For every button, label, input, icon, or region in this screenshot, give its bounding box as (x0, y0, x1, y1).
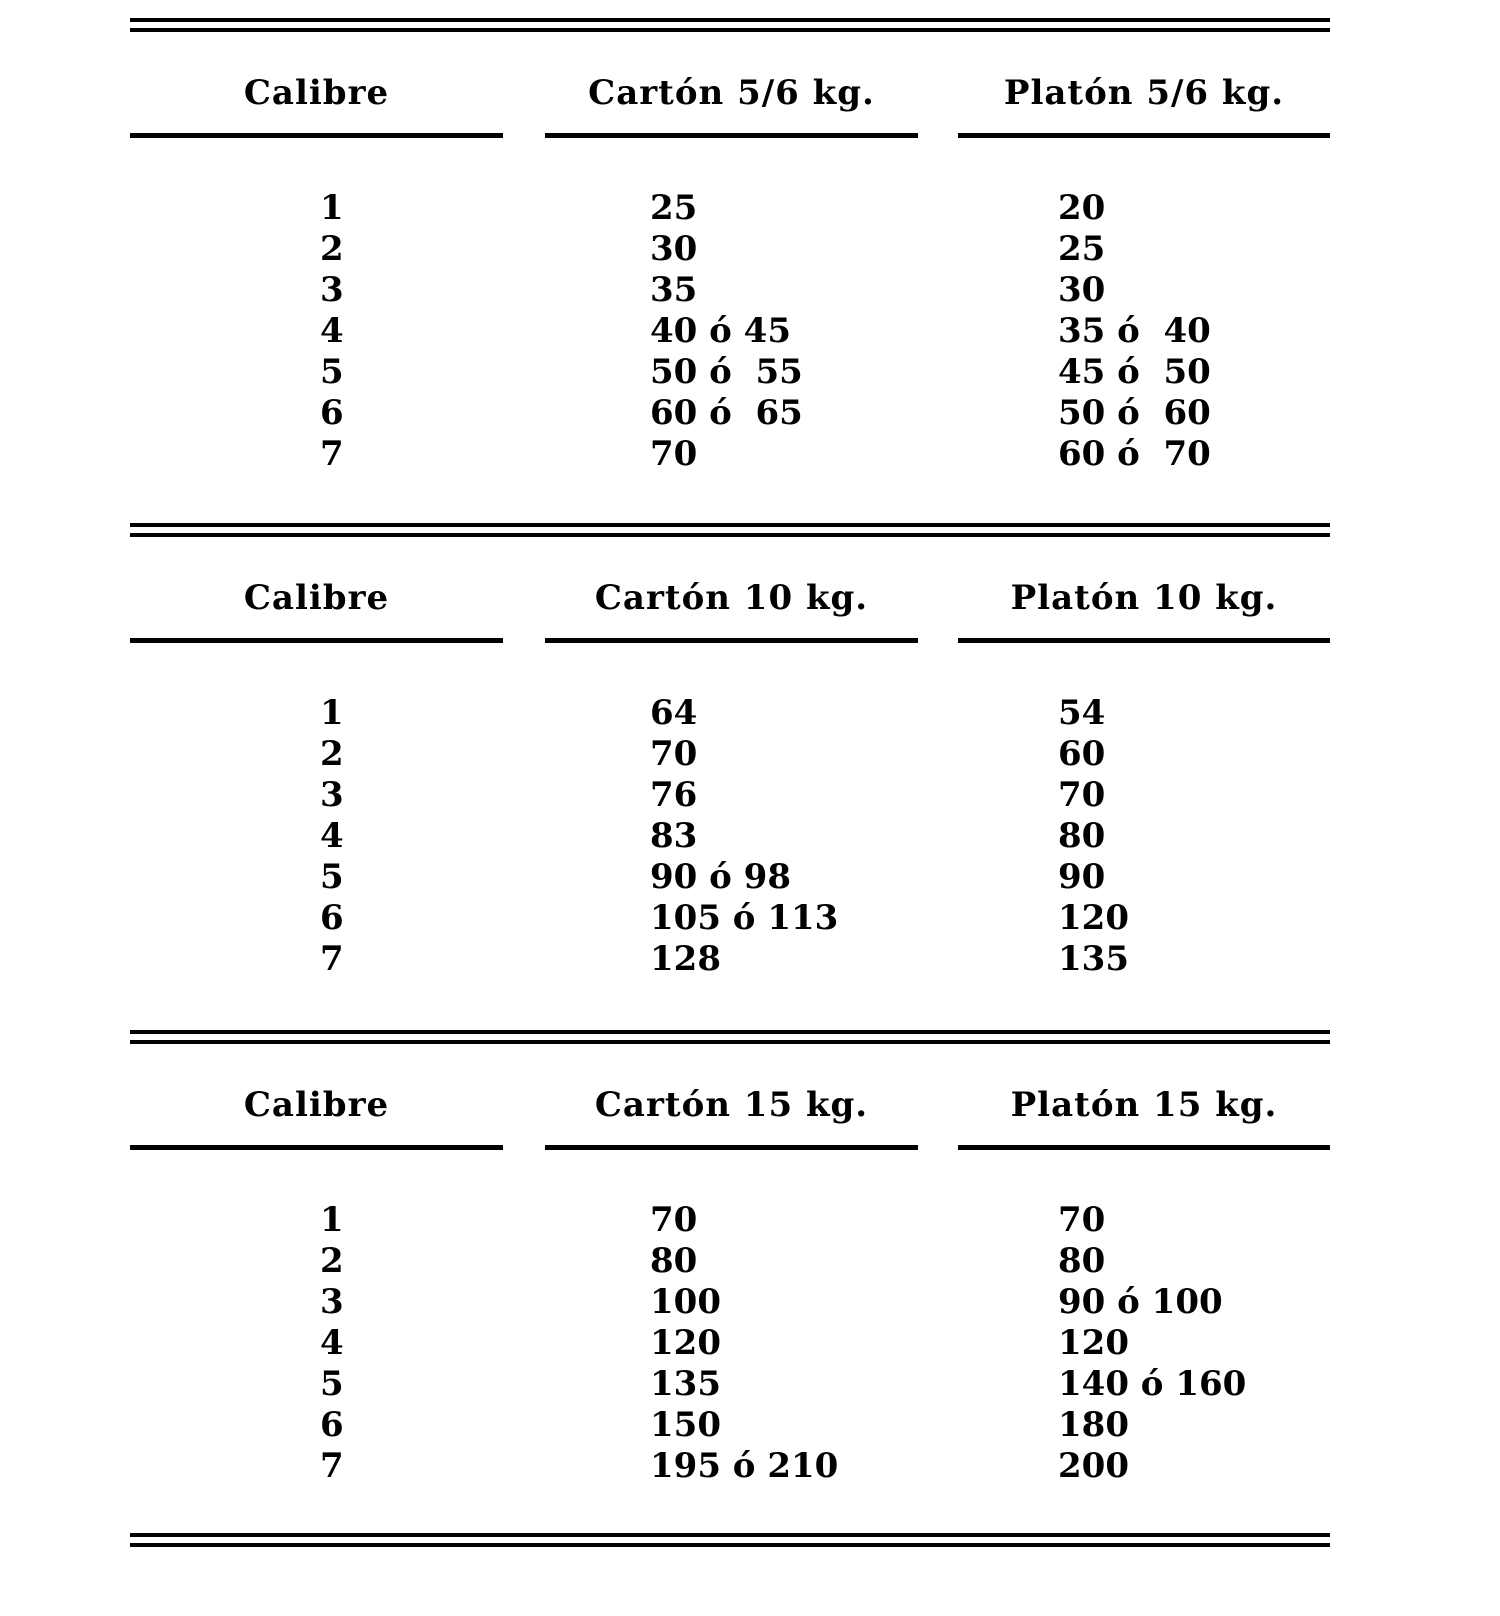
platon-cell: 180 (1058, 1405, 1129, 1445)
column-header-platon: Platón 15 kg. (1010, 1085, 1278, 1125)
carton-column (650, 188, 803, 475)
header-underline (130, 638, 503, 643)
calibre-cell: 4 (320, 311, 344, 351)
carton-cell: 50 ó 55 (650, 352, 803, 392)
carton-cell: 120 (650, 1323, 721, 1363)
platon-cell: 80 (1058, 1241, 1106, 1281)
platon-cell: 90 (1058, 857, 1106, 897)
calibre-cell: 1 (320, 693, 344, 733)
column-header-calibre: Calibre (243, 578, 390, 618)
calibre-cell: 1 (320, 1200, 344, 1240)
carton-cell: 64 (650, 693, 698, 733)
header-underline (130, 133, 503, 138)
column-header-calibre: Calibre (243, 1085, 390, 1125)
platon-cell: 30 (1058, 270, 1106, 310)
calibre-cell: 7 (320, 1446, 344, 1486)
platon-cell: 80 (1058, 816, 1106, 856)
header-underline (545, 1145, 918, 1150)
calibre-cell: 3 (320, 775, 344, 815)
platon-cell: 135 (1058, 939, 1129, 979)
platon-cell: 20 (1058, 188, 1106, 228)
platon-cell: 54 (1058, 693, 1106, 733)
carton-cell: 25 (650, 188, 698, 228)
carton-cell: 105 ó 113 (650, 898, 839, 938)
calibre-cell: 3 (320, 270, 344, 310)
table-section (130, 18, 1330, 523)
column-header-carton: Cartón 5/6 kg. (588, 73, 875, 113)
platon-column (1058, 188, 1211, 475)
calibre-cell: 3 (320, 1282, 344, 1322)
carton-cell: 90 ó 98 (650, 857, 791, 897)
double-rule (130, 523, 1330, 537)
platon-column (1058, 693, 1129, 980)
platon-cell: 35 ó 40 (1058, 311, 1211, 351)
platon-cell: 90 ó 100 (1058, 1282, 1223, 1322)
platon-column (1058, 1200, 1246, 1487)
calibre-cell: 5 (320, 1364, 344, 1404)
calibre-cell: 7 (320, 434, 344, 474)
calibre-cell: 2 (320, 229, 344, 269)
column-header-carton: Cartón 15 kg. (594, 1085, 869, 1125)
platon-cell: 70 (1058, 775, 1106, 815)
header-underline (958, 133, 1330, 138)
calibre-cell: 6 (320, 1405, 344, 1445)
calibre-column (320, 188, 344, 475)
carton-cell: 35 (650, 270, 698, 310)
header-underline (958, 1145, 1330, 1150)
calibre-column (320, 693, 344, 980)
carton-cell: 150 (650, 1405, 721, 1445)
header-underline (958, 638, 1330, 643)
calibre-cell: 2 (320, 734, 344, 774)
calibre-cell: 1 (320, 188, 344, 228)
header-underline (545, 133, 918, 138)
carton-cell: 135 (650, 1364, 721, 1404)
carton-cell: 100 (650, 1282, 721, 1322)
platon-cell: 120 (1058, 1323, 1129, 1363)
header-underline (130, 1145, 503, 1150)
double-rule (130, 18, 1330, 32)
platon-cell: 50 ó 60 (1058, 393, 1211, 433)
carton-column (650, 1200, 838, 1487)
bottom-double-rule (130, 1533, 1330, 1547)
column-header-platon: Platón 10 kg. (1010, 578, 1278, 618)
calibre-cell: 2 (320, 1241, 344, 1281)
table-section (130, 523, 1330, 1028)
carton-cell: 195 ó 210 (650, 1446, 839, 1486)
calibre-cell: 4 (320, 1323, 344, 1363)
carton-cell: 70 (650, 734, 698, 774)
carton-cell: 70 (650, 1200, 698, 1240)
carton-cell: 80 (650, 1241, 698, 1281)
header-underline (545, 638, 918, 643)
calibre-column (320, 1200, 344, 1487)
platon-cell: 140 ó 160 (1058, 1364, 1247, 1404)
platon-cell: 200 (1058, 1446, 1129, 1486)
carton-cell: 128 (650, 939, 721, 979)
calibre-cell: 4 (320, 816, 344, 856)
calibre-cell: 5 (320, 352, 344, 392)
calibre-cell: 6 (320, 898, 344, 938)
column-header-calibre: Calibre (243, 73, 390, 113)
platon-cell: 45 ó 50 (1058, 352, 1211, 392)
carton-cell: 76 (650, 775, 698, 815)
carton-cell: 30 (650, 229, 698, 269)
calibre-cell: 6 (320, 393, 344, 433)
carton-column (650, 693, 838, 980)
platon-cell: 120 (1058, 898, 1129, 938)
carton-cell: 70 (650, 434, 698, 474)
table-section (130, 1030, 1330, 1535)
column-header-carton: Cartón 10 kg. (594, 578, 869, 618)
calibre-cell: 5 (320, 857, 344, 897)
calibre-cell: 7 (320, 939, 344, 979)
double-rule (130, 1030, 1330, 1044)
platon-cell: 60 ó 70 (1058, 434, 1211, 474)
carton-cell: 60 ó 65 (650, 393, 803, 433)
platon-cell: 25 (1058, 229, 1106, 269)
platon-cell: 70 (1058, 1200, 1106, 1240)
column-header-platon: Platón 5/6 kg. (1003, 73, 1285, 113)
carton-cell: 83 (650, 816, 698, 856)
platon-cell: 60 (1058, 734, 1106, 774)
carton-cell: 40 ó 45 (650, 311, 791, 351)
